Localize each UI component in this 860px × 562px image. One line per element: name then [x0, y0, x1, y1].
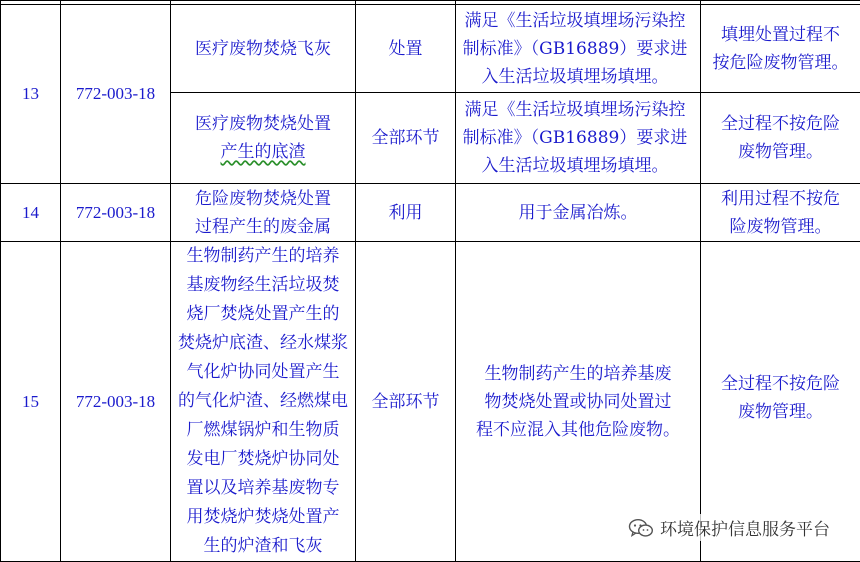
row-number: 14: [1, 184, 61, 242]
exemption-content: 利用过程不按危 险废物管理。: [701, 184, 860, 242]
exemption-link: 处置: [356, 5, 456, 93]
waste-name: 生物制药产生的培养 基废物经生活垃圾焚 烧厂焚烧处置产生的 焚烧炉底渣、经水煤浆 气化炉协同处置产生 的气化炉渣、经燃煤电 厂燃煤锅炉和生物质 发电厂焚烧炉协同处 置以及培养基废物专 用焚烧炉焚烧处置产 生的炉渣和飞灰: [171, 242, 356, 562]
waste-code: 772-003-18: [61, 242, 171, 562]
watermark-text: 环境保护信息服务平台: [660, 515, 830, 540]
exemption-link: 全部环节: [356, 242, 456, 562]
exemption-content: 全过程不按危险 废物管理。: [701, 242, 860, 562]
waste-name: 医疗废物焚烧飞灰: [171, 5, 356, 93]
table-row: [1, 5, 860, 93]
exemption-condition: 满足《生活垃圾填埋场污染控 制标准》（GB16889）要求进 入生活垃圾填埋场填埋。: [456, 5, 701, 93]
exemption-condition: 生物制药产生的培养基废 物焚烧处置或协同处置过 程不应混入其他危险废物。: [456, 242, 701, 562]
exemption-content: 填埋处置过程不 按危险废物管理。: [701, 5, 860, 93]
row-number: 15: [1, 242, 61, 562]
waste-name: 危险废物焚烧处置 过程产生的废金属: [171, 184, 356, 242]
table-row: [1, 184, 860, 242]
watermark: [624, 514, 834, 541]
exemption-link: 利用: [356, 184, 456, 242]
row-number: 13: [1, 5, 61, 184]
exemption-condition: 满足《生活垃圾填埋场污染控 制标准》（GB16889）要求进 入生活垃圾填埋场填埋。: [456, 93, 701, 184]
waste-name: 医疗废物焚烧处置 产生的底渣: [171, 93, 356, 184]
exemption-link: 全部环节: [356, 93, 456, 184]
exemption-content: 全过程不按危险 废物管理。: [701, 93, 860, 184]
exemption-condition: 用于金属冶炼。: [456, 184, 701, 242]
waste-code: 772-003-18: [61, 184, 171, 242]
wechat-icon: [628, 518, 654, 538]
waste-code: 772-003-18: [61, 5, 171, 184]
